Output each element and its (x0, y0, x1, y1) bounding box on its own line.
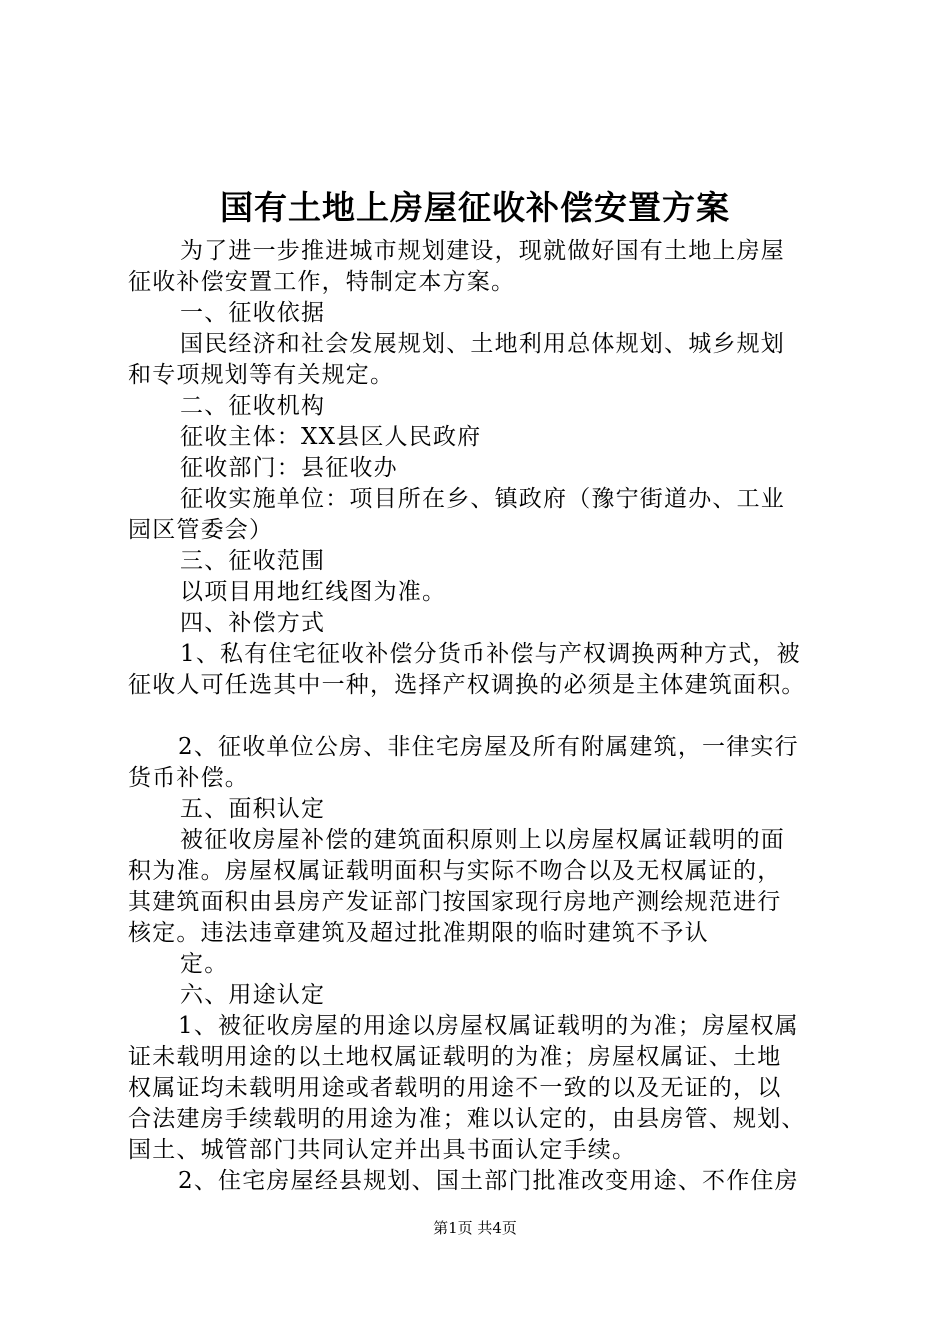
document-title: 国有土地上房屋征收补偿安置方案 (220, 188, 730, 227)
paragraph-line: 核定。违法违章建筑及超过批准期限的临时建筑不予认 (128, 920, 709, 946)
paragraph-line: 合法建房手续载明的用途为准；难以认定的，由县房管、规划、 (128, 1106, 806, 1132)
paragraph-line: 1、私有住宅征收补偿分货币补偿与产权调换两种方式，被 (180, 641, 801, 667)
paragraph-line: 定。 (180, 951, 229, 977)
document-body (128, 236, 840, 1197)
paragraph-line: 为了进一步推进城市规划建设，现就做好国有土地上房屋 (180, 238, 785, 264)
paragraph-line: 征收人可任选其中一种，选择产权调换的必须是主体建筑面积。 (128, 672, 806, 698)
paragraph-line: 征收部门：县征收办 (180, 455, 398, 481)
paragraph-line: 积为准。房屋权属证载明面积与实际不吻合以及无权属证的， (128, 858, 782, 884)
paragraph-line: 国土、城管部门共同认定并出具书面认定手续。 (128, 1137, 637, 1163)
paragraph-line: 1、被征收房屋的用途以房屋权属证载明的为准；房屋权属 (178, 1013, 799, 1039)
paragraph-line: 被征收房屋补偿的建筑面积原则上以房屋权属证载明的面 (180, 827, 785, 853)
section-heading: 三、征收范围 (180, 548, 326, 574)
paragraph-line: 国民经济和社会发展规划、土地利用总体规划、城乡规划 (180, 331, 785, 357)
paragraph-line: 园区管委会） (128, 517, 274, 543)
paragraph-line: 征收补偿安置工作，特制定本方案。 (128, 269, 516, 295)
section-heading: 六、用途认定 (180, 982, 326, 1008)
blank-line (128, 701, 840, 732)
paragraph-line: 征收实施单位：项目所在乡、镇政府（豫宁街道办、工业 (180, 486, 785, 512)
paragraph-line: 2、住宅房屋经县规划、国土部门批准改变用途、不作住房 (178, 1168, 799, 1194)
page-footer: 第1页 共4页 (433, 1219, 517, 1237)
paragraph-line: 货币补偿。 (128, 765, 249, 791)
section-heading: 一、征收依据 (180, 300, 326, 326)
paragraph-line: 其建筑面积由县房产发证部门按国家现行房地产测绘规范进行 (128, 889, 782, 915)
paragraph-line: 2、征收单位公房、非住宅房屋及所有附属建筑，一律实行 (178, 734, 799, 760)
section-heading: 五、面积认定 (180, 796, 326, 822)
paragraph-line: 以项目用地红线图为准。 (180, 579, 447, 605)
section-heading: 四、补偿方式 (180, 610, 326, 636)
paragraph-line: 证未载明用途的以土地权属证载明的为准；房屋权属证、土地 (128, 1044, 782, 1070)
paragraph-line: 权属证均未载明用途或者载明的用途不一致的以及无证的，以 (128, 1075, 782, 1101)
paragraph-line: 征收主体：XX县区人民政府 (180, 424, 482, 450)
paragraph-line: 和专项规划等有关规定。 (128, 362, 395, 388)
section-heading: 二、征收机构 (180, 393, 326, 419)
